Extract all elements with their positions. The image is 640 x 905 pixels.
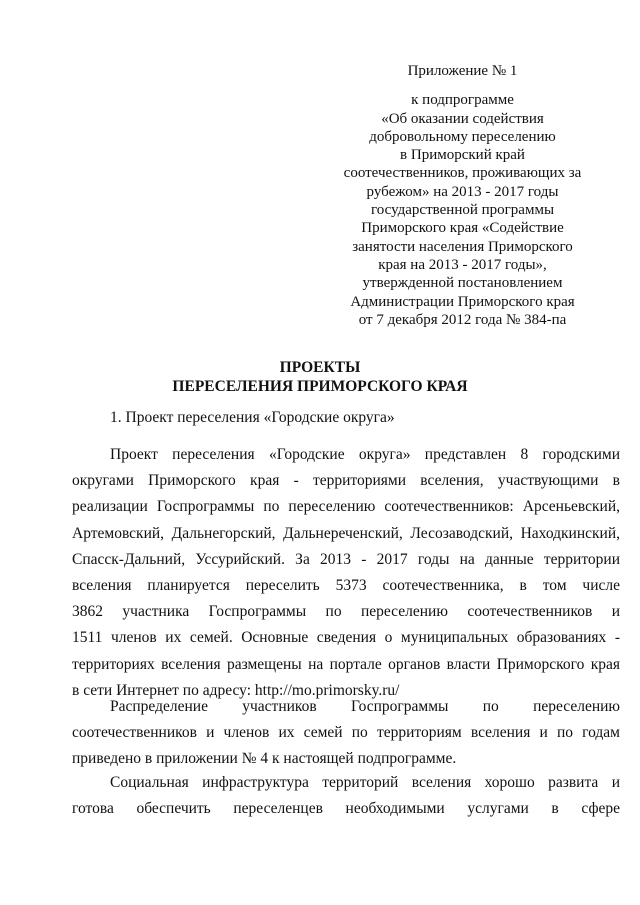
appendix-line: утвержденной постановлением <box>362 275 563 292</box>
text-line: готова обеспечить переселенцев необходимыми услугами в сфере <box>72 800 620 818</box>
appendix-line: рубежом» на 2013 - 2017 годы <box>366 183 559 200</box>
paragraph-2 <box>72 694 620 773</box>
text-line: округами Приморского края - территориями вселения, участвующими в <box>72 472 620 490</box>
text-line: соотечественников и членов их семей по территориям вселения и по годам <box>72 724 620 742</box>
appendix-block <box>300 62 625 329</box>
appendix-line: Администрации Приморского края <box>350 293 575 310</box>
appendix-line: «Об оказании содействия <box>381 110 544 127</box>
text-line: 1511 членов их семей. Основные сведения о муниципальных образованиях - <box>72 629 620 647</box>
appendix-line: занятости населения Приморского <box>352 238 573 255</box>
appendix-line: в Приморский край <box>400 147 525 164</box>
text-line: приведено в приложении № 4 к настоящей подпрограмме. <box>72 750 457 768</box>
text-line: в сети Интернет по адресу: http://mo.primorsky.ru/ <box>72 681 400 699</box>
text-line: 3862 участника Госпрограммы по переселению соотечественников и <box>72 603 620 621</box>
appendix-line: соотечественников, проживающих за <box>343 165 582 182</box>
paragraph-1 <box>72 442 620 704</box>
appendix-line: Приморского края «Содействие <box>361 220 564 237</box>
text-line: Спасск-Дальний, Уссурийский. За 2013 - 2017 годы на данные территории <box>72 550 620 568</box>
text-line: территориях вселения размещены на портале органов власти Приморского края <box>72 655 620 673</box>
appendix-line: края на 2013 - 2017 годы», <box>378 256 547 273</box>
document-title <box>0 358 640 396</box>
text-line: реализации Госпрограммы по переселению соотечественников: Арсеньевский, <box>72 498 620 516</box>
appendix-number: Приложение № 1 <box>407 63 518 79</box>
title-line-1: ПРОЕКТЫ <box>279 359 361 376</box>
text-line: вселения планируется переселить 5373 соотечественника, в том числе <box>72 577 620 595</box>
text-line: Распределение участников Госпрограммы по переселению <box>110 698 620 715</box>
appendix-line: к подпрограмме <box>411 92 514 109</box>
text-line: Артемовский, Дальнегорский, Дальнереченский, Лесозаводский, Находкинский, <box>72 524 620 542</box>
text-line: Социальная инфраструктура территорий вселения хорошо развита и <box>110 774 620 791</box>
appendix-line: государственной программы <box>370 202 555 219</box>
appendix-line: добровольному переселению <box>369 128 556 145</box>
appendix-line: от 7 декабря 2012 года № 384-па <box>358 311 567 328</box>
text-line: Проект переселения «Городские округа» представлен 8 городскими <box>110 446 620 463</box>
section-heading: 1. Проект переселения «Городские округа» <box>110 409 395 426</box>
paragraph-3 <box>72 770 620 822</box>
title-line-2: ПЕРЕСЕЛЕНИЯ ПРИМОРСКОГО КРАЯ <box>172 378 468 395</box>
